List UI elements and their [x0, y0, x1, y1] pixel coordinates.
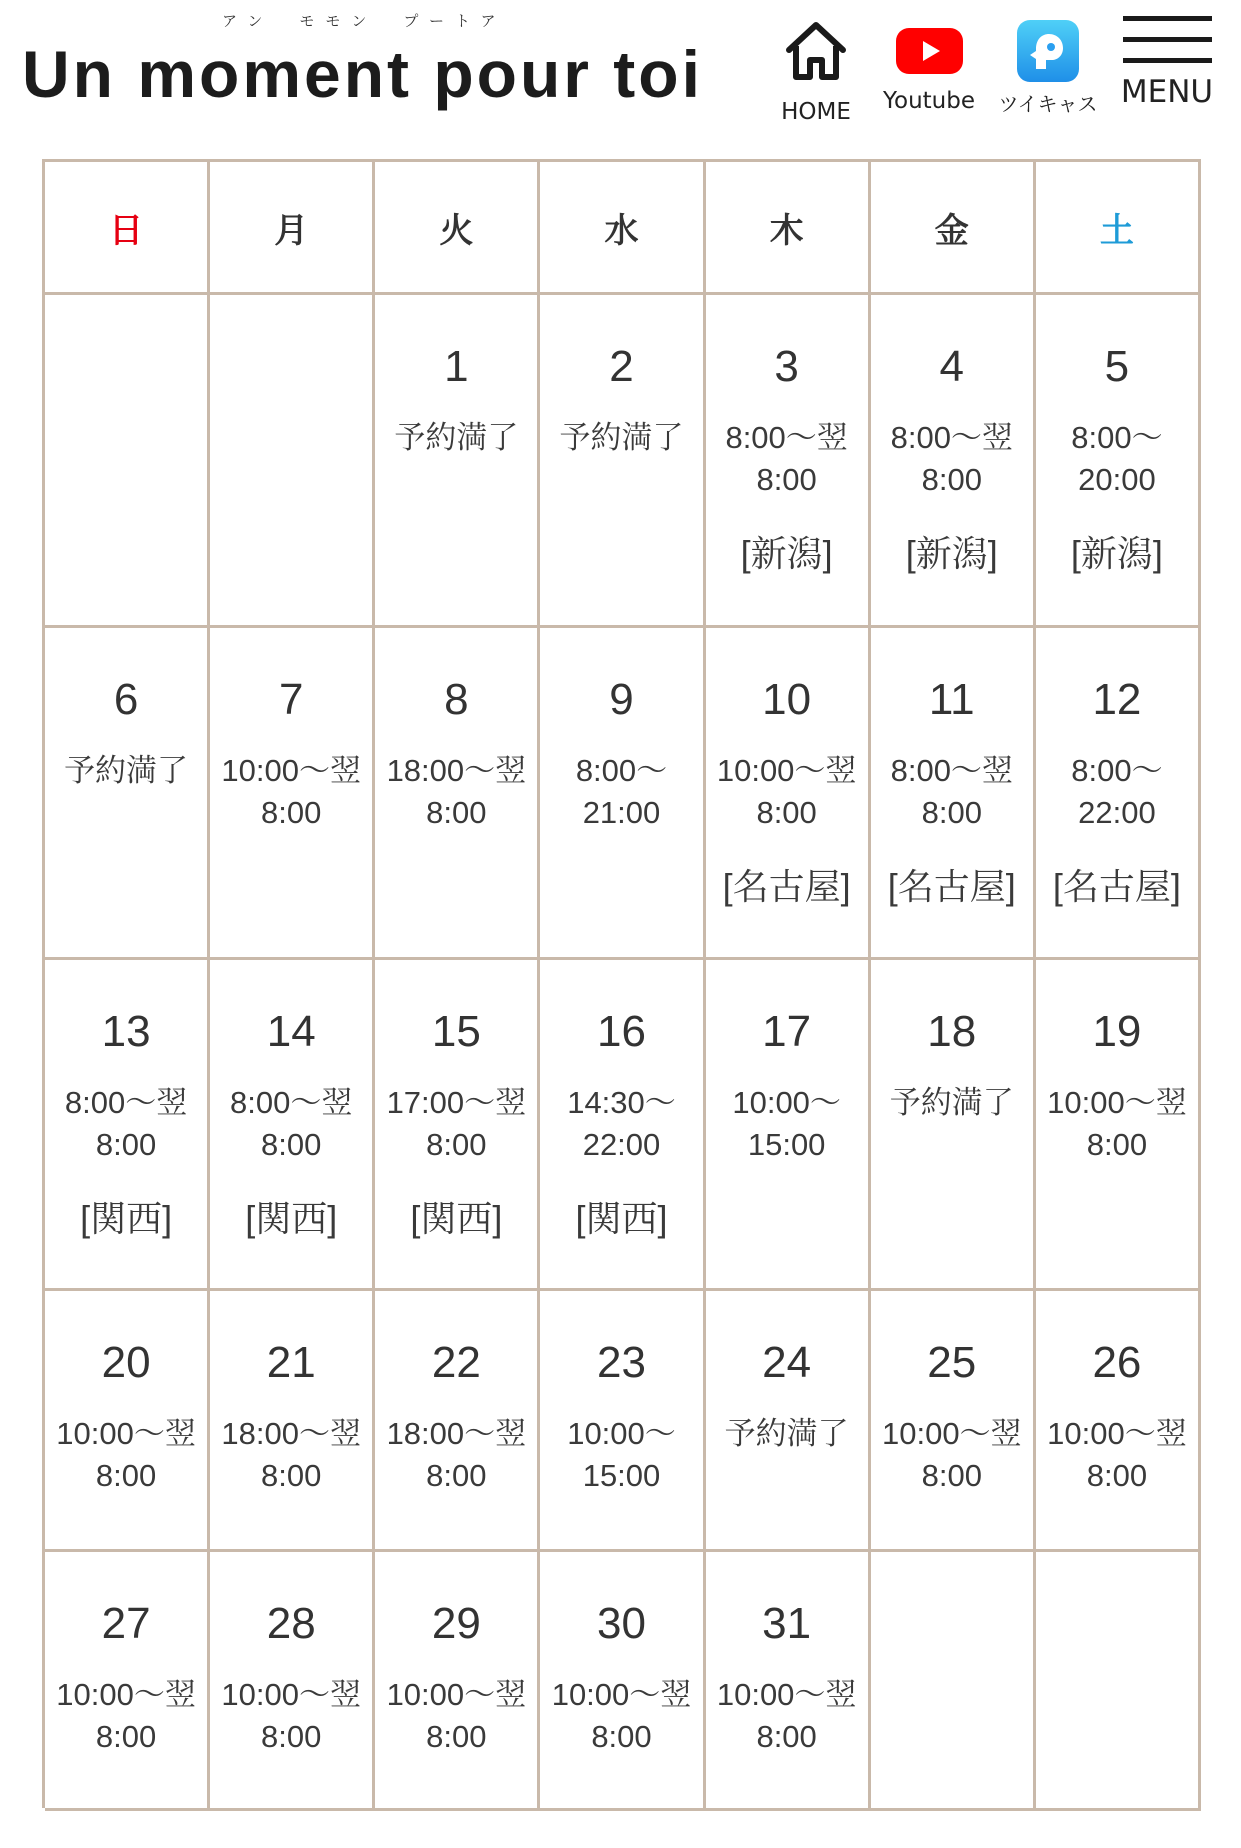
schedule-hours — [552, 1674, 692, 1758]
schedule-area: [名古屋] — [1052, 866, 1181, 907]
day-number: 8 — [444, 675, 469, 724]
calendar-day-cell — [706, 1552, 871, 1811]
day-number: 3 — [774, 342, 799, 391]
schedule-line: 8:00 — [95, 1127, 157, 1162]
schedule-hours — [221, 1674, 361, 1758]
schedule-line: 8:00 — [426, 1127, 487, 1162]
schedule-line: 予約満了 — [64, 753, 189, 788]
schedule-hours — [387, 1082, 527, 1166]
day-number: 27 — [101, 1599, 151, 1648]
schedule-area: [新潟] — [740, 533, 833, 574]
calendar-day-cell — [540, 295, 705, 628]
day-number: 16 — [597, 1007, 646, 1056]
weekday-header — [706, 162, 871, 295]
weekday-header — [540, 162, 705, 295]
schedule-line: 10:00～翌 — [716, 1677, 857, 1712]
schedule-line: 8:00 — [756, 795, 817, 830]
schedule-line: 10:00～翌 — [386, 1677, 527, 1712]
nav-twitcasting[interactable] — [998, 20, 1098, 116]
day-number: 23 — [597, 1338, 646, 1387]
calendar-day-cell — [1036, 628, 1201, 960]
calendar-day-cell — [210, 628, 375, 960]
nav-twitcasting-label: ツイキャス — [998, 92, 1098, 116]
twitcasting-icon — [1017, 20, 1079, 82]
calendar-day-cell — [45, 960, 210, 1291]
schedule-line: 8:00～ — [1071, 753, 1163, 788]
schedule-line: 8:00 — [426, 1458, 487, 1493]
schedule-hours — [387, 1674, 527, 1758]
weekday-label: 月 — [274, 211, 309, 250]
day-number: 26 — [1092, 1338, 1142, 1387]
schedule-hours — [387, 750, 527, 834]
day-number: 25 — [927, 1338, 977, 1387]
schedule-line: 10:00～翌 — [716, 753, 857, 788]
calendar-day-cell — [1036, 1291, 1201, 1552]
day-number: 21 — [266, 1338, 316, 1387]
schedule-line: 18:00～翌 — [386, 753, 527, 788]
schedule-hours — [891, 750, 1013, 834]
schedule-area: [関西] — [410, 1198, 503, 1239]
day-number: 13 — [101, 1007, 151, 1056]
schedule-hours — [882, 1413, 1022, 1497]
calendar-empty-cell — [871, 1552, 1036, 1811]
schedule-area: [関西] — [245, 1198, 338, 1239]
schedule-line: 18:00～翌 — [386, 1416, 527, 1451]
schedule-line: 10:00～翌 — [56, 1677, 196, 1712]
nav-menu-label: MENU — [1120, 74, 1214, 110]
calendar-day-cell — [1036, 960, 1201, 1291]
calendar-day-cell — [375, 1552, 540, 1811]
schedule-line: 10:00～翌 — [56, 1416, 196, 1451]
schedule-line: 8:00～翌 — [230, 1085, 353, 1120]
schedule-hours — [576, 750, 667, 834]
calendar-day-cell — [871, 960, 1036, 1291]
calendar-day-cell — [871, 295, 1036, 628]
schedule-line: 8:00 — [261, 1719, 322, 1754]
schedule-line: 10:00～翌 — [221, 753, 361, 788]
schedule-hours — [221, 1413, 361, 1497]
day-number: 17 — [762, 1007, 812, 1056]
calendar-empty-cell — [210, 295, 375, 628]
schedule-area: [名古屋] — [887, 866, 1016, 907]
day-number: 15 — [431, 1007, 481, 1056]
schedule-line: 10:00～翌 — [881, 1416, 1022, 1451]
calendar-day-cell — [210, 1552, 375, 1811]
schedule-line: 8:00 — [921, 795, 982, 830]
nav-menu[interactable] — [1120, 16, 1214, 109]
schedule-line: 14:30～ — [567, 1085, 676, 1120]
schedule-hours — [1047, 1413, 1187, 1497]
schedule-hours — [567, 1082, 676, 1166]
schedule-hours — [567, 1413, 676, 1497]
day-number: 30 — [597, 1599, 646, 1648]
weekday-header — [45, 162, 210, 295]
calendar-day-cell — [375, 960, 540, 1291]
schedule-line: 10:00～ — [567, 1416, 676, 1451]
day-number: 4 — [939, 342, 965, 391]
calendar-day-cell — [706, 1291, 871, 1552]
schedule-area: [新潟] — [905, 533, 998, 574]
nav-home[interactable] — [766, 20, 866, 125]
schedule-hours — [221, 750, 361, 834]
day-number: 24 — [762, 1338, 812, 1387]
schedule-line: 予約満了 — [394, 420, 519, 455]
day-number: 22 — [431, 1338, 481, 1387]
schedule-line: 8:00 — [1086, 1127, 1148, 1162]
calendar-empty-cell — [1036, 1552, 1201, 1811]
day-number: 5 — [1104, 342, 1130, 391]
schedule-line: 22:00 — [1078, 795, 1156, 830]
schedule-line: 8:00 — [756, 1719, 817, 1754]
calendar-day-cell — [375, 1291, 540, 1552]
calendar-day-cell — [210, 960, 375, 1291]
schedule-line: 予約満了 — [724, 1416, 849, 1451]
schedule-line: 8:00 — [95, 1458, 157, 1493]
schedule-hours — [725, 417, 847, 501]
schedule-line: 8:00 — [921, 1458, 982, 1493]
day-number: 14 — [266, 1007, 316, 1056]
schedule-line: 15:00 — [747, 1127, 826, 1162]
calendar-day-cell — [540, 628, 705, 960]
weekday-label: 火 — [439, 211, 474, 250]
schedule-hours — [890, 1082, 1014, 1124]
weekday-header — [375, 162, 540, 295]
calendar-day-cell — [375, 295, 540, 628]
calendar-day-cell — [45, 1291, 210, 1552]
weekday-header — [1036, 162, 1201, 295]
schedule-hours — [394, 417, 518, 459]
schedule-line: 10:00～翌 — [1047, 1085, 1187, 1120]
day-number: 11 — [928, 675, 975, 724]
schedule-hours — [230, 1082, 352, 1166]
schedule-area: [名古屋] — [722, 866, 851, 907]
schedule-line: 8:00～ — [575, 753, 668, 788]
youtube-icon — [896, 20, 963, 82]
day-number: 12 — [1092, 675, 1142, 724]
schedule-line: 21:00 — [582, 795, 661, 830]
day-number: 28 — [266, 1599, 316, 1648]
schedule-line: 8:00 — [95, 1719, 157, 1754]
day-number: 19 — [1092, 1007, 1142, 1056]
schedule-line: 8:00 — [426, 1719, 487, 1754]
nav-home-label: HOME — [781, 99, 851, 125]
day-number: 18 — [927, 1007, 977, 1056]
schedule-area: [関西] — [575, 1198, 668, 1239]
schedule-hours — [56, 1674, 196, 1758]
schedule-line: 8:00 — [591, 1719, 652, 1754]
schedule-line: 8:00～翌 — [64, 1085, 188, 1120]
calendar-grid — [42, 159, 1201, 1808]
calendar-day-cell — [540, 1552, 705, 1811]
schedule-line: 8:00 — [261, 1458, 322, 1493]
site-logo[interactable]: Un moment pour toi — [22, 37, 703, 111]
schedule-hours — [64, 750, 188, 792]
calendar-day-cell — [540, 1291, 705, 1552]
schedule-hours — [717, 750, 857, 834]
schedule-line: 8:00 — [921, 462, 982, 497]
home-icon — [783, 20, 849, 87]
calendar-day-cell — [871, 1291, 1036, 1552]
day-number: 6 — [113, 675, 139, 724]
weekday-label: 木 — [769, 211, 804, 250]
schedule-area: [関西] — [80, 1198, 173, 1239]
schedule-line: 15:00 — [582, 1458, 661, 1493]
weekday-label: 土 — [1099, 211, 1134, 250]
day-number: 31 — [762, 1599, 812, 1648]
calendar-day-cell — [706, 960, 871, 1291]
schedule-line: 8:00 — [756, 462, 817, 497]
schedule-line: 17:00～翌 — [386, 1085, 527, 1120]
schedule-hours — [725, 1413, 849, 1455]
schedule-line: 8:00 — [426, 795, 487, 830]
schedule-hours — [387, 1413, 527, 1497]
schedule-line: 8:00～翌 — [725, 420, 848, 455]
hamburger-icon — [1123, 16, 1212, 63]
schedule-line: 22:00 — [582, 1127, 661, 1162]
calendar-day-cell — [375, 628, 540, 960]
weekday-header — [210, 162, 375, 295]
schedule-line: 8:00 — [261, 795, 322, 830]
schedule-hours — [559, 417, 683, 459]
schedule-line: 8:00～翌 — [890, 420, 1013, 455]
schedule-line: 予約満了 — [559, 420, 684, 455]
schedule-line: 18:00～翌 — [221, 1416, 361, 1451]
schedule-line: 20:00 — [1078, 462, 1156, 497]
weekday-label: 水 — [604, 211, 639, 250]
schedule-hours — [891, 417, 1013, 501]
schedule-line: 10:00～翌 — [221, 1677, 361, 1712]
schedule-hours — [1071, 417, 1162, 501]
calendar-empty-cell — [45, 295, 210, 628]
schedule-line: 予約満了 — [889, 1085, 1014, 1120]
schedule-area: [新潟] — [1070, 533, 1163, 574]
schedule-line: 8:00 — [1086, 1458, 1148, 1493]
day-number: 10 — [762, 675, 812, 724]
schedule-line: 10:00～翌 — [1047, 1416, 1187, 1451]
schedule-hours — [1047, 1082, 1187, 1166]
calendar-day-cell — [871, 628, 1036, 960]
day-number: 9 — [609, 675, 634, 724]
weekday-label: 金 — [934, 211, 969, 250]
calendar-day-cell — [540, 960, 705, 1291]
calendar-day-cell — [1036, 295, 1201, 628]
nav-youtube[interactable] — [879, 20, 979, 114]
schedule-line: 8:00～ — [1071, 420, 1163, 455]
schedule-line: 8:00 — [261, 1127, 322, 1162]
schedule-line: 10:00～翌 — [551, 1677, 692, 1712]
schedule-hours — [717, 1674, 857, 1758]
calendar-day-cell — [45, 628, 210, 960]
day-number: 29 — [431, 1599, 481, 1648]
schedule-hours — [65, 1082, 187, 1166]
calendar-day-cell — [45, 1552, 210, 1811]
day-number: 2 — [609, 342, 634, 391]
schedule-hours — [56, 1413, 196, 1497]
calendar-day-cell — [706, 628, 871, 960]
day-number: 7 — [278, 675, 304, 724]
weekday-label: 日 — [109, 211, 144, 250]
weekday-header — [871, 162, 1036, 295]
calendar-day-cell — [706, 295, 871, 628]
nav-youtube-label: Youtube — [883, 88, 975, 114]
schedule-hours — [732, 1082, 841, 1166]
day-number: 20 — [101, 1338, 151, 1387]
day-number: 1 — [444, 342, 469, 391]
schedule-line: 8:00～翌 — [890, 753, 1013, 788]
schedule-line: 10:00～ — [732, 1085, 841, 1120]
schedule-hours — [1071, 750, 1162, 834]
logo-ruby: アン モモン プートア — [222, 12, 507, 30]
calendar-day-cell — [210, 1291, 375, 1552]
